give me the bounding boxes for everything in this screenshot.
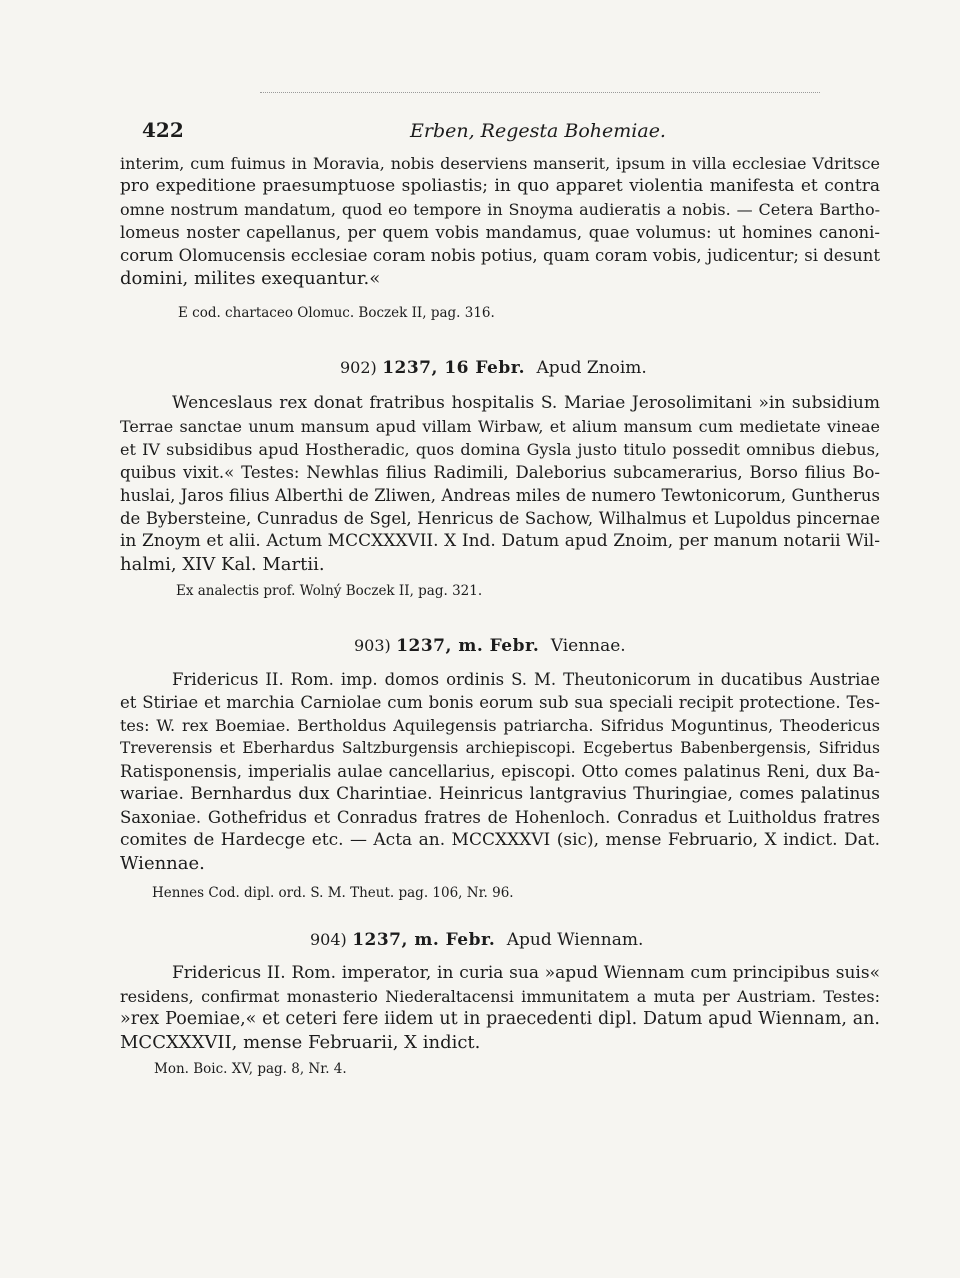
text-line: in Znoym et alii. Actum MCCXXXVII. X Ind. Datum apud Znoim, per manum notarii Wil- xyxy=(120,531,880,551)
text-line: Saxoniae. Gothefridus et Conradus fratres de Hohenloch. Conradus et Luitholdus fratres xyxy=(120,808,880,827)
entry-number: 904) xyxy=(310,930,347,949)
entry-date: 1237, m. Febr. xyxy=(396,636,540,656)
entry-number: 902) xyxy=(340,358,377,377)
text-line: Treverensis et Eberhardus Saltzburgensis archiepiscopi. Ecgebertus Babenbergensis, Sifridus xyxy=(120,739,880,757)
source-citation: Ex analectis prof. Wolný Boczek II, pag. 321. xyxy=(176,583,483,599)
entry-body xyxy=(120,962,880,1054)
text-line: Wiennae. xyxy=(120,853,205,874)
text-line: de Bybersteine, Cunradus de Sgel, Henricus de Sachow, Wilhalmus et Lupoldus pincernae xyxy=(120,509,880,528)
text-line: residens, confirmat monasterio Niederaltacensi immunitatem a muta per Austriam. Testes: xyxy=(120,987,880,1006)
text-line: wariae. Bernhardus dux Charintiae. Heinricus lantgravius Thuringiae, comes palatinus xyxy=(120,784,880,804)
entry-date: 1237, m. Febr. xyxy=(352,930,496,950)
entry-body xyxy=(120,668,880,875)
text-line: »rex Poemiae,« et ceteri fere iidem ut in praecedenti dipl. Datum apud Wiennam, an. xyxy=(120,1009,880,1029)
text-line: et Stiriae et marchia Carniolae cum bonis eorum sub sua speciali recipit protectione. Tes- xyxy=(120,693,880,712)
text-line: interim, cum fuimus in Moravia, nobis deserviens manserit, ipsum in villa ecclesiae Vdritsce xyxy=(120,154,880,173)
entry-heading xyxy=(354,636,626,656)
text-line: Ratisponensis, imperialis aulae cancellarius, episcopi. Otto comes palatinus Reni, dux Ba- xyxy=(120,762,880,781)
running-header xyxy=(118,118,898,142)
top-rule xyxy=(260,92,820,93)
text-line: Terrae sanctae unum mansum apud villam Wirbaw, et alium mansum cum medietate vineae xyxy=(120,417,880,436)
text-line: halmi, XIV Kal. Martii. xyxy=(120,554,325,575)
entry-place: Viennae. xyxy=(550,636,626,656)
source-citation: Hennes Cod. dipl. ord. S. M. Theut. pag. 106, Nr. 96. xyxy=(152,885,514,901)
entry-number: 903) xyxy=(354,636,391,655)
continuation-paragraph xyxy=(120,152,880,290)
page-number: 422 xyxy=(142,118,184,142)
running-title: Erben, Regesta Bohemiae. xyxy=(410,120,666,142)
entry-body xyxy=(120,392,880,576)
text-line: pro expeditione praesumptuose spoliastis; in quo apparet violentia manifesta et contra xyxy=(120,176,880,196)
text-line: Fridericus II. Rom. imperator, in curia sua »apud Wiennam cum principibus suis« xyxy=(172,963,880,983)
entry-heading xyxy=(310,930,643,950)
entry-date: 1237, 16 Febr. xyxy=(382,358,526,378)
text-line: comites de Hardecge etc. — Acta an. MCCXXXVI (sic), mense Februario, X indict. Dat. xyxy=(120,830,880,850)
text-line: omne nostrum mandatum, quod eo tempore in Snoyma audieratis a nobis. — Cetera Bartho- xyxy=(120,200,880,219)
text-line: Fridericus II. Rom. imp. domos ordinis S. M. Theutonicorum in ducatibus Austriae xyxy=(172,670,880,689)
entry-place: Apud Wiennam. xyxy=(506,930,644,950)
text-line: huslai, Jaros filius Alberthi de Zliwen, Andreas miles de numero Tewtonicorum, Guntherus xyxy=(120,486,880,505)
entry-place: Apud Znoim. xyxy=(536,358,647,378)
entry-heading xyxy=(340,358,647,378)
source-citation: Mon. Boic. XV, pag. 8, Nr. 4. xyxy=(154,1061,347,1077)
text-line: domini, milites exequantur.« xyxy=(120,268,381,289)
text-line: corum Olomucensis ecclesiae coram nobis potius, quam coram vobis, judicentur; si desunt xyxy=(120,246,880,265)
source-citation: E cod. chartaceo Olomuc. Boczek II, pag. 316. xyxy=(178,305,495,321)
text-line: quibus vixit.« Testes: Newhlas filius Radimili, Daleborius subcamerarius, Borso filius Bo- xyxy=(120,463,880,482)
text-line: et IV subsidibus apud Hostheradic, quos domina Gysla justo titulo possedit omnibus diebus, xyxy=(120,440,880,459)
text-line: tes: W. rex Boemiae. Bertholdus Aquilegensis patriarcha. Sifridus Moguntinus, Theodericus xyxy=(120,716,880,735)
text-line: MCCXXXVII, mense Februarii, X indict. xyxy=(120,1032,481,1053)
text-line: lomeus noster capellanus, per quem vobis mandamus, quae volumus: ut homines canoni- xyxy=(120,223,880,242)
text-line: Wenceslaus rex donat fratribus hospitalis S. Mariae Jerosolimitani »in subsidium xyxy=(172,393,880,413)
